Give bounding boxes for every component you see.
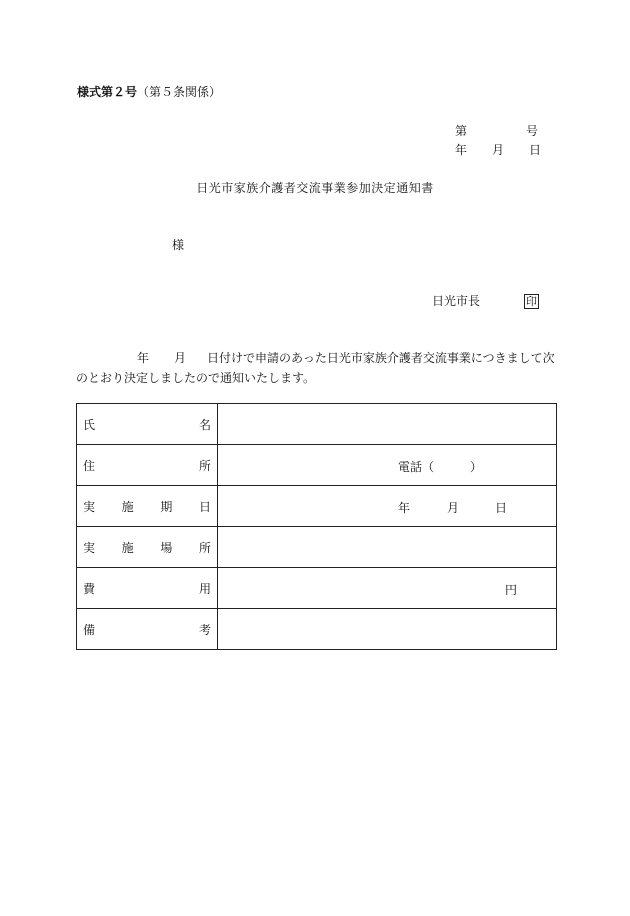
doc-number-prefix: 第 [455, 124, 468, 138]
label-venue: 実 施 場 所 [77, 527, 218, 568]
form-number-bold: 様式第２号 [77, 85, 138, 99]
body-line-2: のとおり決定しましたので通知いたします。 [76, 371, 316, 385]
table-row-address [77, 445, 557, 486]
period-day: 日 [495, 501, 508, 515]
seal-mark: 印 [526, 295, 538, 308]
period-year: 年 [398, 501, 411, 515]
doc-date-day: 日 [529, 143, 542, 157]
value-venue[interactable] [218, 527, 557, 568]
label-address: 住 所 [77, 445, 218, 486]
label-name: 氏 名 [77, 404, 218, 445]
document-date [455, 141, 541, 158]
issuer [432, 292, 539, 309]
table-row-period [77, 486, 557, 527]
body-text [76, 348, 566, 388]
body-month: 月 [174, 351, 187, 365]
label-remarks: 備 考 [77, 609, 218, 650]
value-remarks[interactable] [218, 609, 557, 650]
period-month: 月 [447, 501, 460, 515]
value-period[interactable] [218, 486, 557, 527]
form-number [77, 83, 221, 100]
yen-unit: 円 [505, 583, 518, 597]
table-row-name [77, 404, 557, 445]
info-table [76, 403, 557, 650]
doc-number-suffix: 号 [526, 124, 539, 138]
body-line-1-text: 日付けで申請のあった日光市家族介護者交流事業につきまして次 [207, 351, 555, 365]
value-address[interactable] [218, 445, 557, 486]
addressee-suffix: 様 [172, 238, 185, 252]
table-row-cost [77, 568, 557, 609]
issuer-name: 日光市長 [432, 294, 481, 308]
label-cost: 費 用 [77, 568, 218, 609]
document-number [455, 122, 538, 139]
body-year: 年 [137, 351, 150, 365]
doc-date-month: 月 [492, 143, 505, 157]
phone-label: 電話（ ） [398, 460, 483, 474]
label-period: 実 施 期 日 [77, 486, 218, 527]
doc-date-year: 年 [455, 143, 468, 157]
table-row-remarks [77, 609, 557, 650]
value-name[interactable] [218, 404, 557, 445]
value-cost[interactable] [218, 568, 557, 609]
table-row-venue [77, 527, 557, 568]
body-line-1 [86, 348, 566, 368]
form-number-relation: （第５条関係） [137, 85, 222, 99]
document-title: 日光市家族介護者交流事業参加決定通知書 [196, 181, 434, 195]
